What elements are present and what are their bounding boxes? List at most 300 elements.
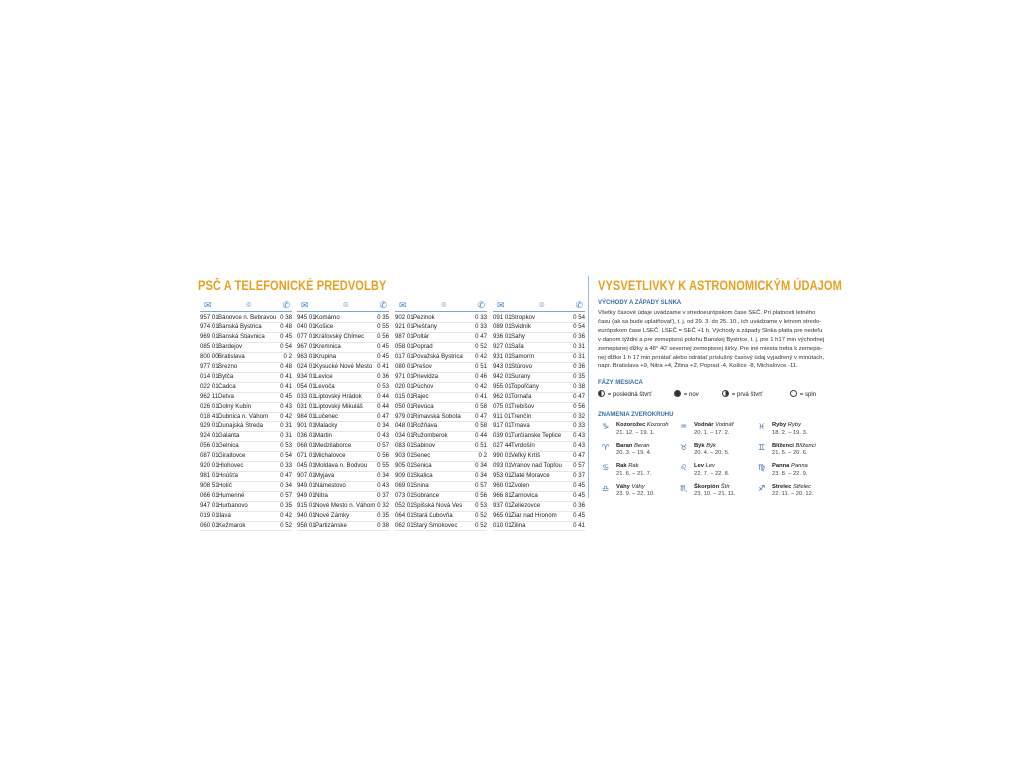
phone-prefix: 0 58: [475, 402, 487, 410]
postal-codes-section: [196, 270, 585, 529]
postal-code: 915 01: [297, 501, 316, 509]
postal-code: 050 01: [395, 402, 414, 410]
town-name: Bratislava: [218, 353, 245, 361]
town-name: Nitra: [315, 491, 328, 499]
postal-code: 969 01: [200, 333, 219, 341]
postal-row: [297, 363, 389, 373]
postal-row: [395, 422, 487, 432]
postal-row: [493, 353, 585, 363]
zodiac-name: Vodnár Vodnář: [694, 422, 734, 428]
phone-prefix: 0 41: [475, 392, 487, 400]
postal-row: [395, 492, 487, 502]
postal-code: 901 01: [297, 422, 316, 430]
postal-code: 027 44: [493, 442, 512, 450]
phone-prefix: 0 33: [475, 313, 487, 321]
moon-phase-label: = nov: [682, 391, 699, 398]
town-name: Holíč: [218, 481, 232, 489]
postal-row: [200, 492, 292, 502]
phone-prefix: 0 54: [573, 313, 585, 321]
town-name: Námestovo: [315, 481, 346, 489]
phone-prefix: 0 41: [573, 521, 585, 529]
town-name: Senica: [413, 462, 432, 470]
phone-prefix: 0 53: [377, 382, 389, 390]
zodiac-name: Býk Býk: [694, 442, 716, 449]
town-name: Levice: [315, 372, 333, 380]
phone-prefix: 0 37: [377, 491, 389, 499]
postal-code: 040 01: [297, 323, 316, 331]
postal-row: [200, 363, 292, 373]
town-name: Bánovce n. Bebravou: [218, 313, 277, 321]
postal-row: [297, 403, 389, 413]
postal-column: [395, 300, 487, 531]
phone-icon: ✆: [282, 300, 290, 310]
zodiac-symbol-icon: ♉: [680, 442, 688, 452]
phone-prefix: 0 55: [377, 462, 389, 470]
phone-prefix: 0 52: [475, 521, 487, 529]
town-name: Piešťany: [413, 323, 437, 331]
postal-row: [493, 442, 585, 452]
postal-code: 071 01: [297, 452, 316, 460]
town-name: Gelnica: [218, 442, 239, 450]
postal-code: 054 01: [297, 382, 316, 390]
mail-icon: ✉: [497, 300, 505, 310]
phone-prefix: 0 36: [573, 363, 585, 371]
postal-row: [493, 452, 585, 462]
zodiac-alt-name: Ryby: [787, 422, 802, 428]
phone-prefix: 0 47: [475, 412, 487, 420]
phone-prefix: 0 42: [280, 412, 292, 420]
phone-prefix: 0 52: [475, 343, 487, 351]
postal-code: 942 01: [493, 372, 512, 380]
postal-row: [395, 413, 487, 423]
zodiac-sign: [758, 484, 834, 504]
postal-code: 907 01: [297, 472, 316, 479]
postal-row: [297, 452, 389, 462]
town-name: Liptovský Hrádok: [315, 392, 362, 400]
postal-code: 064 01: [395, 511, 414, 519]
phone-prefix: 0 53: [475, 501, 487, 509]
postal-row: [493, 314, 585, 324]
town-name: Galanta: [218, 432, 240, 440]
town-name: Poprad: [413, 343, 433, 351]
postal-row: [493, 323, 585, 333]
town-name: Želiezovce: [511, 501, 541, 509]
phone-prefix: 0 45: [280, 333, 292, 341]
postal-row: [297, 333, 389, 343]
town-name: Starý Smokovec: [413, 521, 458, 529]
postal-row: [395, 502, 487, 512]
zodiac-symbol-icon: ♒: [680, 422, 688, 431]
moon-phase-label: = spln: [798, 391, 817, 398]
phone-prefix: 0 38: [377, 521, 389, 529]
postal-column: [297, 300, 389, 531]
town-name: Hlohovec: [218, 462, 244, 470]
postal-row: [200, 403, 292, 413]
zodiac-dates: 20. 3. – 19. 4.: [616, 450, 652, 456]
postal-row: [493, 333, 585, 343]
phone-prefix: 0 33: [475, 323, 487, 331]
phone-prefix: 0 57: [377, 442, 389, 450]
moon-phase-label: = posledná štvrť: [606, 391, 652, 398]
mail-icon: ✉: [204, 300, 212, 310]
postal-code: 936 01: [493, 333, 512, 341]
section-divider: [588, 276, 589, 498]
town-name: Martin: [315, 432, 332, 440]
town-name: Štúrovo: [511, 363, 533, 371]
postal-row: [297, 462, 389, 472]
zodiac-dates: 18. 2. – 19. 3.: [772, 429, 808, 436]
postal-row: [493, 413, 585, 423]
zodiac-name: Lev Lev: [694, 463, 715, 469]
postal-code: 955 01: [493, 382, 512, 390]
phone-prefix: 0 41: [280, 372, 292, 380]
location-pin-icon: ⌾: [441, 300, 447, 310]
postal-code: 048 01: [395, 422, 414, 430]
phone-prefix: 0 33: [573, 422, 585, 430]
town-name: Brezno: [218, 363, 238, 371]
phone-prefix: 0 58: [475, 422, 487, 430]
postal-code: 073 01: [395, 491, 414, 499]
town-name: Hurbanovo: [218, 501, 248, 509]
zodiac-sign: [758, 463, 834, 483]
postal-code: 036 01: [297, 432, 316, 440]
town-name: Prievidza: [413, 372, 439, 380]
town-name: Žarnovica: [511, 491, 538, 499]
phone-prefix: 0 43: [573, 432, 585, 440]
zodiac-symbol-icon: ♈: [602, 442, 610, 452]
phone-prefix: 0 32: [377, 501, 389, 509]
town-name: Poltár: [413, 333, 429, 341]
postal-row: [200, 413, 292, 423]
postal-code: 026 01: [200, 402, 219, 410]
zodiac-symbol-icon: ♊: [758, 442, 766, 452]
moon-phase-label: = prvá štvrť: [730, 391, 763, 398]
postal-code: 033 01: [297, 392, 316, 400]
postal-code: 075 01: [493, 402, 512, 410]
postal-row: [297, 314, 389, 324]
postal-code: 085 01: [200, 343, 219, 351]
zodiac-dates: 20. 1. – 17. 2.: [694, 429, 730, 436]
full-moon-icon: [790, 390, 797, 397]
phone-prefix: 0 47: [475, 333, 487, 341]
zodiac-alt-name: Vodnář: [715, 422, 734, 428]
phone-prefix: 0 51: [475, 363, 487, 371]
town-name: Spišská Nová Ves: [413, 501, 463, 509]
town-name: Giraltovce: [218, 452, 246, 460]
town-name: Ilava: [218, 511, 231, 519]
zodiac-sign: [758, 443, 834, 463]
zodiac-sign: [602, 484, 678, 504]
postal-row: [395, 323, 487, 333]
postal-code: 093 01: [493, 462, 512, 470]
town-name: Zlaté Moravce: [511, 472, 550, 479]
postal-row: [200, 343, 292, 353]
postal-code: 058 01: [395, 343, 414, 351]
phone-prefix: 0 54: [280, 452, 292, 460]
postal-row: [493, 383, 585, 393]
zodiac-symbol-icon: ♌: [680, 463, 688, 472]
phone-prefix: 0 44: [475, 432, 487, 440]
postal-code: 062 01: [395, 521, 414, 529]
phone-prefix: 0 44: [377, 392, 389, 400]
mail-icon: ✉: [301, 300, 309, 310]
phone-prefix: 0 47: [573, 452, 585, 460]
zodiac-dates: 22. 7. – 22. 8.: [694, 470, 730, 477]
town-name: Žilina: [511, 521, 526, 529]
phone-prefix: 0 47: [377, 412, 389, 420]
postal-row: [297, 323, 389, 333]
postal-row: [395, 353, 487, 363]
postal-row: [395, 383, 487, 393]
postal-row: [200, 482, 292, 492]
postal-code: 947 01: [200, 501, 219, 509]
moon-phase-item: [674, 390, 699, 398]
postal-row: [493, 522, 585, 532]
postal-row: [200, 323, 292, 333]
postal-code: 937 01: [493, 501, 512, 509]
mail-icon: ✉: [399, 300, 407, 310]
postal-code: 943 01: [493, 363, 512, 371]
moon-phase-item: [598, 390, 651, 398]
postal-row: [297, 522, 389, 532]
postal-row: [297, 502, 389, 512]
zodiac-sign: [680, 443, 756, 463]
zodiac-sign: [758, 422, 834, 442]
phone-prefix: 0 57: [280, 491, 292, 499]
town-name: Liptovský Mikuláš: [315, 402, 363, 410]
postal-row: [200, 442, 292, 452]
town-name: Kremnica: [315, 343, 341, 351]
phone-prefix: 0 42: [280, 511, 292, 519]
zodiac-symbol-icon: ♍: [758, 463, 766, 472]
phone-prefix: 0 42: [475, 353, 487, 361]
phone-prefix: 0 56: [475, 491, 487, 499]
postal-row: [493, 512, 585, 522]
phone-prefix: 0 55: [377, 323, 389, 331]
postal-row: [297, 422, 389, 432]
phone-prefix: 0 56: [377, 333, 389, 341]
zodiac-dates: 23. 10. – 21. 11.: [694, 491, 736, 497]
postal-row: [395, 393, 487, 403]
postal-code: 045 01: [297, 462, 316, 470]
column-header: [297, 300, 389, 312]
postal-code: 979 01: [395, 412, 414, 420]
phone-prefix: 0 57: [475, 481, 487, 489]
zodiac-sign: [680, 463, 756, 483]
town-name: Snina: [413, 481, 429, 489]
town-name: Senec: [413, 452, 431, 460]
postal-code: 066 01: [200, 491, 219, 499]
phone-prefix: 0 36: [377, 372, 389, 380]
postal-row: [200, 522, 292, 532]
postal-code: 967 01: [297, 343, 316, 351]
postal-row: [200, 432, 292, 442]
postal-row: [493, 422, 585, 432]
town-name: Dolný Kubín: [218, 402, 252, 410]
zodiac-dates: 21. 6. – 21. 7.: [616, 470, 652, 477]
postal-code: 927 01: [493, 343, 512, 351]
postal-code: 987 01: [395, 333, 414, 341]
phone-prefix: 0 45: [573, 491, 585, 499]
phone-prefix: 0 53: [280, 442, 292, 450]
phone-prefix: 0 48: [280, 363, 292, 371]
zodiac-name: Váhy Váhy: [616, 483, 645, 490]
postal-row: [200, 502, 292, 512]
postal-code: 945 01: [297, 313, 316, 321]
phone-prefix: 0 45: [280, 392, 292, 400]
new-moon-icon: [674, 390, 681, 397]
postal-code: 056 01: [200, 442, 219, 450]
zodiac-symbol-icon: ♏: [680, 483, 688, 493]
postal-code: 921 01: [395, 323, 414, 331]
town-name: Dubnica n. Váhom: [218, 412, 269, 420]
phone-prefix: 0 56: [377, 452, 389, 460]
moon-phases-heading: FÁZY MESIACA: [598, 380, 643, 386]
postal-row: [493, 363, 585, 373]
postal-code: 977 01: [200, 363, 219, 371]
phone-prefix: 0 34: [377, 472, 389, 479]
postal-column: [200, 300, 292, 531]
postal-row: [493, 432, 585, 442]
phone-prefix: 0 32: [573, 412, 585, 420]
phone-prefix: 0 43: [377, 481, 389, 489]
postal-code: 909 01: [395, 472, 414, 479]
postal-row: [493, 393, 585, 403]
phone-prefix: 0 36: [573, 333, 585, 341]
postal-code: 934 01: [297, 372, 316, 380]
town-name: Prešov: [413, 363, 432, 371]
zodiac-alt-name: Blíženci: [795, 442, 816, 449]
zodiac-symbol-icon: ♑: [602, 422, 610, 431]
postal-row: [297, 383, 389, 393]
postal-row: [200, 353, 292, 363]
town-name: Trebišov: [511, 402, 535, 410]
town-name: Trnava: [511, 422, 530, 430]
phone-prefix: 0 35: [573, 372, 585, 380]
postal-row: [493, 502, 585, 512]
town-name: Pezinok: [413, 313, 435, 321]
town-name: Levoča: [315, 382, 335, 390]
sunrise-text: Všetky časové údaje uvádzame v stredoeurópskom čase SEČ. Pri platnosti letného času (ak sa bude uplatňovať), t. j. od 29. 3. do 25. 10., ich uvádzame v letnom stredo-európskom čase LSEČ. LSEČ = SEČ +1 h. Východy a západy Slnka platia pre nedeľu v danom týždni a pre zemepisnú polohu Banskej Bystrice, t. j. pre 1 h17 min východnej zemepisnej dĺžky a 48° 40' severnej zemepisnej šírky. Pre iné miesta treba k zemepis-nej dĺžke 1 h 17 min prirátať alebo odrátať príslušný časový údaj vyjadrený v minútach, napr. Bratislava +9, Nitra +4, Žilina +2, Poprad -4, Košice -8, Michalovce -11.: [598, 310, 825, 370]
town-name: Vranov nad Topľou: [511, 462, 562, 470]
town-name: Šahy: [511, 333, 525, 341]
postal-row: [395, 442, 487, 452]
postal-codes-title: PSČ A TELEFONICKÉ PREDVOLBY: [198, 278, 387, 293]
postal-row: [395, 462, 487, 472]
zodiac-name: Blíženci Blíženci: [772, 442, 816, 449]
zodiac-dates: 23. 9. – 22. 10.: [616, 491, 655, 497]
postal-row: [200, 314, 292, 324]
sunrise-heading: VÝCHODY A ZÁPADY SLNKA: [598, 300, 682, 306]
zodiac-name: Rak Rak: [616, 463, 639, 469]
town-name: Myjava: [315, 472, 335, 479]
location-pin-icon: ⌾: [539, 300, 545, 310]
postal-code: 911 01: [493, 412, 512, 420]
postal-row: [297, 472, 389, 482]
phone-icon: ✆: [575, 300, 583, 310]
town-name: Ružomberok: [413, 432, 448, 440]
town-name: Šamorín: [511, 353, 535, 361]
town-name: Zvolen: [511, 481, 530, 489]
postal-row: [493, 472, 585, 482]
postal-row: [395, 363, 487, 373]
postal-row: [297, 393, 389, 403]
postal-row: [200, 462, 292, 472]
postal-code: 917 01: [493, 422, 512, 430]
postal-code: 908 51: [200, 481, 219, 489]
town-name: Bardejov: [218, 343, 243, 351]
phone-prefix: 0 34: [377, 422, 389, 430]
town-name: Žiar nad Hronom: [511, 511, 557, 519]
phone-prefix: 0 56: [573, 402, 585, 410]
town-name: Tvrdošín: [511, 442, 535, 450]
phone-prefix: 0 31: [280, 422, 292, 430]
location-pin-icon: ⌾: [343, 300, 349, 310]
town-name: Rimavská Sobota: [413, 412, 461, 420]
phone-prefix: 0 45: [573, 481, 585, 489]
postal-code: 931 01: [493, 353, 512, 361]
postal-code: 068 01: [297, 442, 316, 450]
postal-code: 060 01: [200, 521, 219, 529]
town-name: Turčianske Teplice: [511, 432, 562, 440]
phone-icon: ✆: [379, 300, 387, 310]
phone-prefix: 0 36: [573, 501, 585, 509]
phone-prefix: 0 34: [280, 481, 292, 489]
last-quarter-moon-icon: [598, 390, 605, 397]
postal-code: 953 01: [493, 472, 512, 479]
town-name: Detva: [218, 392, 234, 400]
postal-code: 963 01: [297, 353, 316, 361]
phone-prefix: 0 51: [475, 442, 487, 450]
postal-row: [395, 333, 487, 343]
postal-code: 962 01: [493, 392, 512, 400]
zodiac-symbol-icon: ♎: [602, 483, 610, 493]
postal-row: [297, 432, 389, 442]
phone-prefix: 0 52: [280, 521, 292, 529]
town-name: Sabinov: [413, 442, 436, 450]
location-pin-icon: ⌾: [246, 300, 252, 310]
zodiac-name: Ryby Ryby: [772, 422, 802, 428]
postal-row: [200, 452, 292, 462]
town-name: Nové Zámky: [315, 511, 350, 519]
postal-row: [395, 522, 487, 532]
town-name: Skalica: [413, 472, 433, 479]
postal-column: [493, 300, 585, 531]
moon-phases-legend: [598, 390, 832, 400]
first-quarter-moon-icon: [722, 390, 729, 397]
town-name: Sobrance: [413, 491, 440, 499]
postal-row: [297, 343, 389, 353]
town-name: Banská Štiavnica: [218, 333, 265, 341]
column-header: [395, 300, 487, 312]
town-name: Banská Bystrica: [218, 323, 262, 331]
phone-prefix: 0 31: [573, 343, 585, 351]
zodiac-alt-name: Štír: [720, 483, 730, 490]
postal-code: 957 01: [200, 313, 219, 321]
phone-prefix: 0 41: [280, 382, 292, 390]
town-name: Bytča: [218, 372, 234, 380]
postal-code: 039 01: [493, 432, 512, 440]
zodiac-dates: 23. 8. – 22. 9.: [772, 470, 808, 477]
postal-code: 929 01: [200, 422, 219, 430]
postal-row: [395, 314, 487, 324]
zodiac-symbol-icon: ♓: [758, 422, 766, 431]
town-name: Stropkov: [511, 313, 536, 321]
postal-code: 080 01: [395, 363, 414, 371]
phone-prefix: 0 35: [280, 501, 292, 509]
postal-code: 974 01: [200, 323, 219, 331]
zodiac-sign: [680, 484, 756, 504]
